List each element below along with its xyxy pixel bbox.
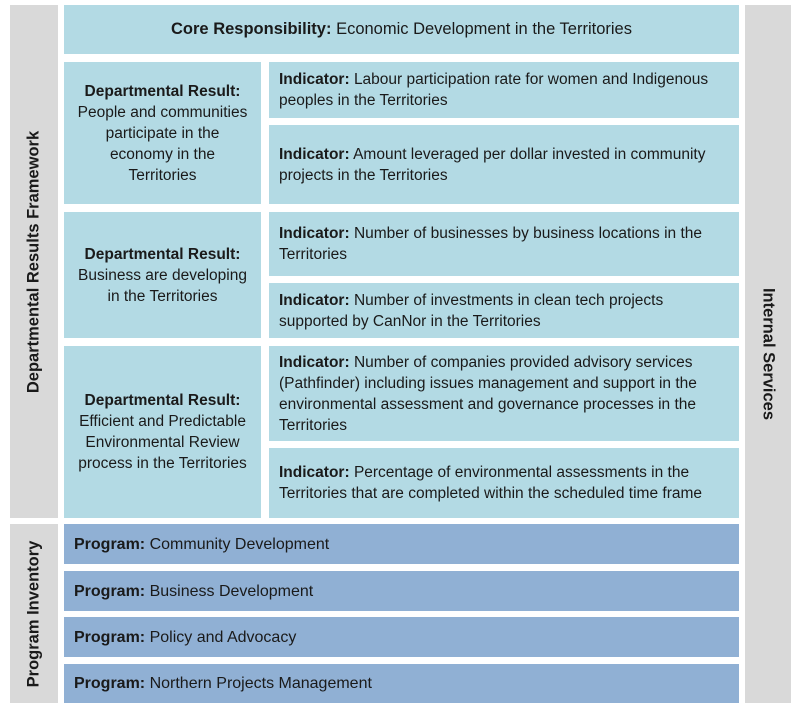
indicator-box bbox=[269, 125, 739, 204]
program-inventory-side-bar bbox=[10, 524, 58, 703]
drf-side-label: Departmental Results Framework bbox=[24, 130, 43, 393]
departmental-result-box bbox=[64, 346, 261, 518]
drf-side-bar bbox=[10, 5, 58, 518]
indicator-box bbox=[269, 346, 739, 441]
program-text: Program: Northern Projects Management bbox=[74, 675, 372, 692]
indicator-text: Indicator: Number of businesses by business locations in the Territories bbox=[279, 225, 703, 263]
indicator-text: Indicator: Percentage of environmental assessments in the Territories that are completed within the scheduled time frame bbox=[279, 464, 703, 502]
indicator-text: Indicator: Number of companies provided advisory services (Pathfinder) including issues management and support in the environmental assessment and governance processes in the Territories bbox=[279, 353, 697, 434]
departmental-result-box bbox=[64, 62, 261, 204]
program-text: Program: Business Development bbox=[74, 582, 314, 600]
departmental-result-text: Departmental Result: People and communities participate in the economy in the Territories bbox=[77, 82, 248, 184]
indicator-box bbox=[269, 212, 739, 276]
indicator-text: Indicator: Labour participation rate for women and Indigenous peoples in the Territories bbox=[279, 71, 709, 109]
core-responsibility-box bbox=[64, 5, 739, 54]
departmental-result-text: Departmental Result: Efficient and Predictable Environmental Review process in the Territories bbox=[78, 392, 247, 472]
indicator-box bbox=[269, 448, 739, 518]
program-box bbox=[64, 571, 739, 611]
program-text: Program: Community Development bbox=[74, 535, 330, 553]
indicator-box bbox=[269, 283, 739, 338]
program-inventory-side-label: Program Inventory bbox=[24, 540, 43, 687]
indicator-box bbox=[269, 62, 739, 118]
indicator-text: Indicator: Number of investments in clean tech projects supported by CanNor in the Territories bbox=[279, 291, 664, 330]
program-box bbox=[64, 617, 739, 657]
departmental-result-box bbox=[64, 212, 261, 338]
internal-services-side-bar bbox=[745, 5, 791, 703]
program-box bbox=[64, 664, 739, 703]
departmental-result-text: Departmental Result: Business are developing in the Territories bbox=[78, 245, 247, 305]
indicator-text: Indicator: Amount leveraged per dollar invested in community projects in the Territories bbox=[279, 145, 706, 184]
program-box bbox=[64, 524, 739, 564]
program-text: Program: Policy and Advocacy bbox=[74, 628, 297, 646]
core-responsibility-text: Core Responsibility: Economic Development in the Territories bbox=[171, 20, 632, 38]
internal-services-side-label: Internal Services bbox=[759, 287, 778, 421]
